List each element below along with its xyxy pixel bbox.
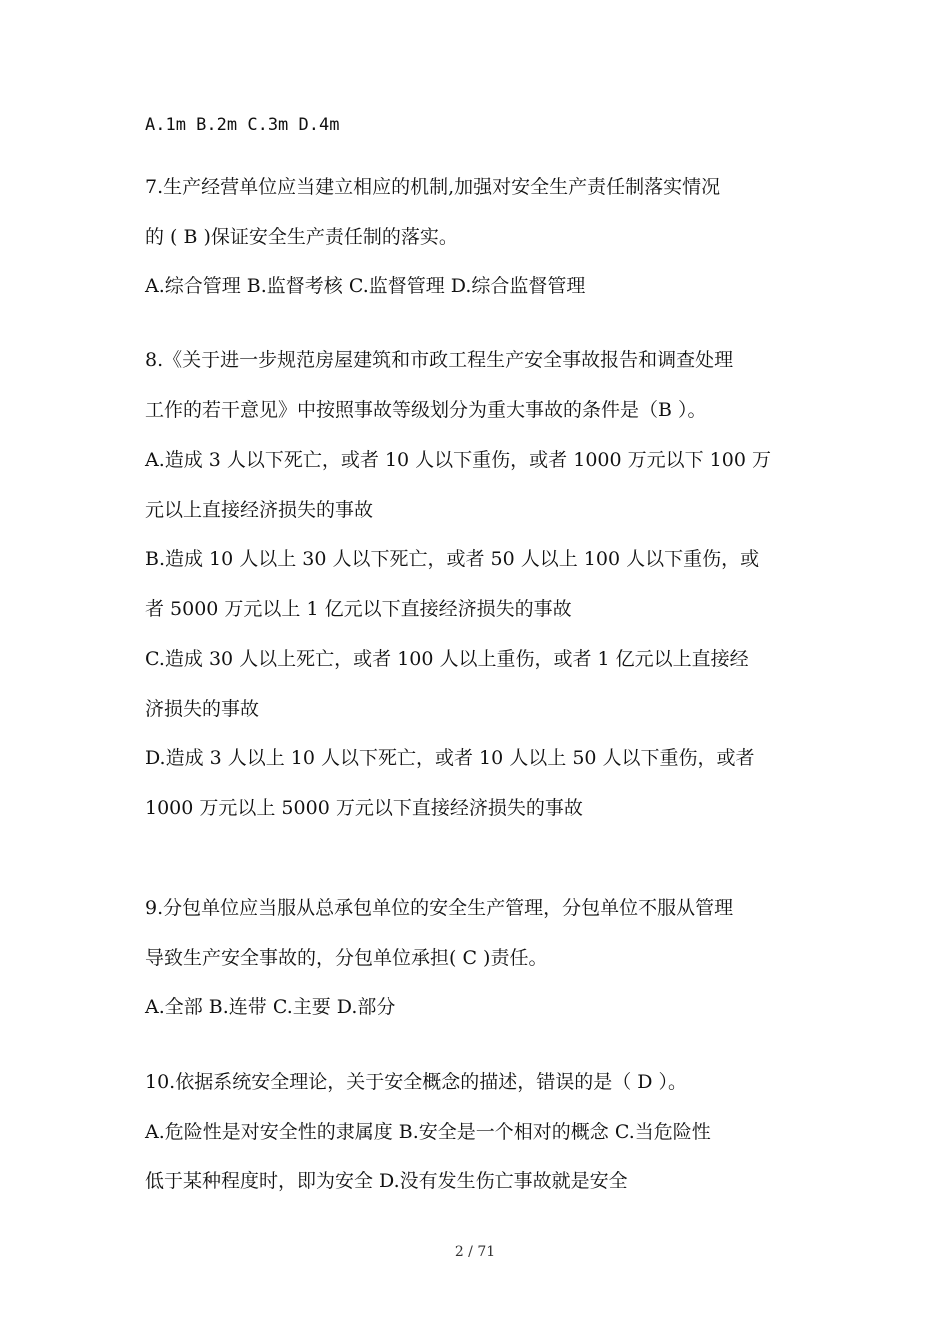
q6-options: A.1m B.2m C.3m D.4m — [145, 115, 340, 135]
q10-options-line-2: 低于某种程度时，即为安全 D.没有发生伤亡事故就是安全 — [145, 1170, 628, 1192]
q7-text-line-1: 7.生产经营单位应当建立相应的机制,加强对安全生产责任制落实情况 — [145, 176, 721, 198]
q8-text-line-1: 8.《关于进一步规范房屋建筑和市政工程生产安全事故报告和调查处理 — [145, 349, 734, 371]
q8-option-a-line-2: 元以上直接经济损失的事故 — [145, 499, 374, 521]
q8-option-b-line-2: 者 5000 万元以上 1 亿元以下直接经济损失的事故 — [145, 598, 572, 620]
q10-text: 10.依据系统安全理论，关于安全概念的描述，错误的是（ D ）。 — [145, 1071, 688, 1093]
q8-text-line-2: 工作的若干意见》中按照事故等级划分为重大事故的条件是（B ）。 — [145, 399, 707, 421]
q7-text-line-2: 的 ( B )保证安全生产责任制的落实。 — [145, 226, 458, 248]
q8-option-b-line-1: B.造成 10 人以上 30 人以下死亡，或者 50 人以上 100 人以下重伤，或 — [145, 548, 760, 570]
page-number: 2 / 71 — [454, 1244, 496, 1260]
q8-option-a-line-1: A.造成 3 人以下死亡，或者 10 人以下重伤，或者 1000 万元以下 100 万 — [145, 449, 771, 471]
q8-option-d-line-2: 1000 万元以上 5000 万元以下直接经济损失的事故 — [145, 797, 583, 819]
q8-option-c-line-1: C.造成 30 人以上死亡，或者 100 人以上重伤，或者 1 亿元以上直接经 — [145, 648, 749, 670]
q9-text-line-2: 导致生产安全事故的，分包单位承担( C )责任。 — [145, 947, 548, 969]
q7-options: A.综合管理 B.监督考核 C.监督管理 D.综合监督管理 — [145, 275, 586, 297]
q9-options: A.全部 B.连带 C.主要 D.部分 — [145, 996, 396, 1018]
q9-text-line-1: 9.分包单位应当服从总承包单位的安全生产管理，分包单位不服从管理 — [145, 897, 734, 919]
q10-options-line-1: A.危险性是对安全性的隶属度 B.安全是一个相对的概念 C.当危险性 — [145, 1121, 711, 1143]
q8-option-d-line-1: D.造成 3 人以上 10 人以下死亡，或者 10 人以上 50 人以下重伤，或者 — [145, 747, 755, 769]
q8-option-c-line-2: 济损失的事故 — [145, 698, 260, 720]
